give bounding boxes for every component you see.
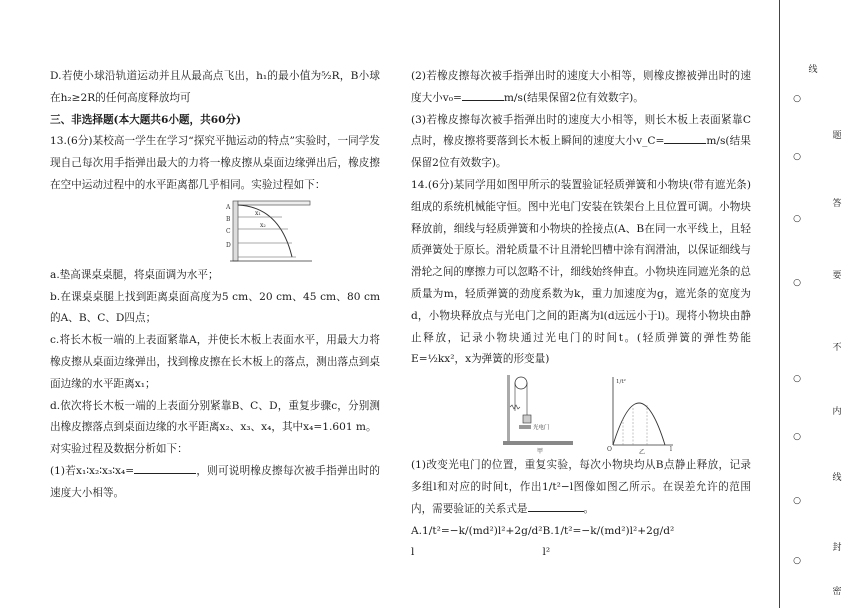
right-column (411, 66, 751, 564)
step-c: c.将长木板一端的上表面紧靠A，并使长木板上表面水平，用最大力将橡皮擦从桌面边缘弹出，找到橡皮擦在长木板上的落点，测出落点到桌面边缘的水平距离x₁； (50, 334, 380, 390)
q14-figures (411, 371, 751, 455)
binding-line (779, 0, 781, 608)
seal-char: 答 (832, 199, 842, 209)
step-a: a.垫高课桌桌腿，将桌面调为水平； (50, 268, 219, 281)
table-trajectory-diagram (50, 197, 380, 265)
circle-icon: ○ (793, 556, 801, 566)
step-d: d.依次将长木板一端的上表面分别紧靠B、C、D，重复步骤c，分别测出橡皮擦落点到桌面边缘的水平距离x₂、x₃、x₄，其中x₄=1.601 m。 (50, 399, 380, 434)
analysis-line: 对实验过程及数据分析如下： (50, 443, 188, 456)
seal-char: 线 (808, 65, 818, 75)
option-b[interactable]: B.1/t²=−k/(md²)l²+2g/d² l² (542, 524, 675, 559)
label-a: A (226, 203, 231, 211)
circle-icon: ○ (793, 152, 801, 162)
options-row (411, 521, 675, 565)
seal-char: 题 (832, 131, 842, 141)
seal-margin (786, 0, 860, 608)
graph-x-axis-label: l (670, 446, 672, 454)
seal-char: 内 (832, 407, 842, 417)
q13-part2 (411, 66, 751, 110)
q13-part3 (411, 110, 751, 175)
circle-icon: ○ (793, 496, 801, 506)
apparatus-and-graph (411, 371, 751, 455)
q14-intro: 14.(6分)某同学用如图甲所示的装置验证轻质弹簧和小物块(带有遮光条)组成的系统机械能守恒。图中光电门安装在铁架台上且位置可调。小物块释放前，细线与轻质弹簧和小物块的拴接点(A、B在同一水平线上，且轻质弹簧处于原长。滑轮质量不计且滑轮凹槽中涂有润滑油，以保证细线与滑轮之间的摩擦力可以忽略不计，细线始终伸直。小物块连同遮光条的总质量为m，轻质弹簧的劲度系数为k，重力加速度为g，遮光条的宽度为d，小物块释放点与光电门之间的距离为l(d远远小于l)。现将小物块由静止释放，记录小物块通过光电门的时间t。(轻质弹簧的弹性势能E=½kx²，x为弹簧的形变量) (411, 178, 751, 366)
label-x1: x₁ (255, 209, 261, 217)
graph-yi (607, 377, 673, 455)
circle-icon: ○ (793, 374, 801, 384)
circle-icon: ○ (793, 278, 801, 288)
q13-part1 (50, 461, 380, 505)
q14-part1-end: 。 (583, 502, 595, 515)
q14-part1 (411, 455, 751, 520)
seal-char: 线 (832, 473, 842, 483)
seal-char: 不 (832, 343, 842, 353)
answer-blank[interactable] (664, 132, 706, 144)
option-d-text: D.若使小球沿轨道运动并且从最高点飞出，h₁的最小值为⁵⁄₂R，B小球在h₂≥2R的任何高度释放均可 (50, 70, 380, 104)
left-column (50, 66, 380, 505)
q14-part1-text: (1)改变光电门的位置，重复实验，每次小物块均从B点静止释放，记录多组l和对应的时间t，作出1/t²−l图像如图乙所示。在误差允许的范围内，需要验证的关系式是 (411, 459, 751, 515)
circle-icon: ○ (793, 94, 801, 104)
answer-blank[interactable] (462, 89, 504, 101)
label-b: B (226, 215, 231, 223)
step-b: b.在课桌桌腿上找到距离桌面高度为5 cm、20 cm、45 cm、80 cm的A、B、C、D四点； (50, 290, 380, 325)
label-d: D (226, 241, 231, 249)
answer-blank[interactable] (528, 500, 584, 512)
figure-yi-label: 乙 (639, 449, 646, 456)
q13-part1-start: (1)若x₁∶x₂∶x₃∶x₄= (50, 464, 135, 477)
q13-intro: 13.(6分)某校高一学生在学习“探究平抛运动的特点”实验时，一同学发现自己每次用手指弹出最大的力将一橡皮擦从桌面边缘弹出后，橡皮擦在空中运动过程中的水平距离都几乎相同。实验过程如下： (50, 135, 380, 191)
option-a[interactable]: A.1/t²=−k/(md²)l²+2g/d² l (411, 524, 543, 559)
seal-char: 封 (832, 543, 842, 553)
q13-figure (50, 197, 380, 265)
circle-icon: ○ (793, 214, 801, 224)
q13-part2-start: (2)若橡皮擦每次被手指弹出时的速度大小相等，则橡皮擦被弹出时的速度大小v₀= (411, 70, 751, 104)
graph-origin-label: O (607, 446, 612, 454)
seal-char: 密 (832, 587, 842, 597)
q13-part3-end: m/s(结果保留2位有效数字)。 (411, 135, 751, 170)
circle-icon: ○ (793, 432, 801, 442)
label-x2: x₂ (260, 221, 266, 229)
q13-part1-end: ，则可说明橡皮擦每次被手指弹出时的速度大小相等。 (50, 464, 381, 499)
graph-y-axis-label: 1/t² (616, 379, 626, 386)
seal-char: 要 (832, 271, 842, 281)
answer-blank[interactable] (134, 462, 196, 474)
label-c: C (226, 227, 231, 235)
q13-part2-end: m/s(结果保留2位有效数字)。 (503, 91, 644, 104)
section-heading: 三、非选择题(本大题共6小题，共60分) (50, 113, 242, 126)
q13-part3-start: (3)若橡皮擦每次被手指弹出时的速度大小相等，则长木板上表面紧靠C点时，橡皮擦将要落到长木板上瞬间的速度大小v_C= (411, 113, 751, 148)
figure-jia-label: 甲 (537, 448, 544, 456)
photogate-label: 光电门 (533, 425, 550, 432)
apparatus-diagram-jia (503, 375, 573, 455)
